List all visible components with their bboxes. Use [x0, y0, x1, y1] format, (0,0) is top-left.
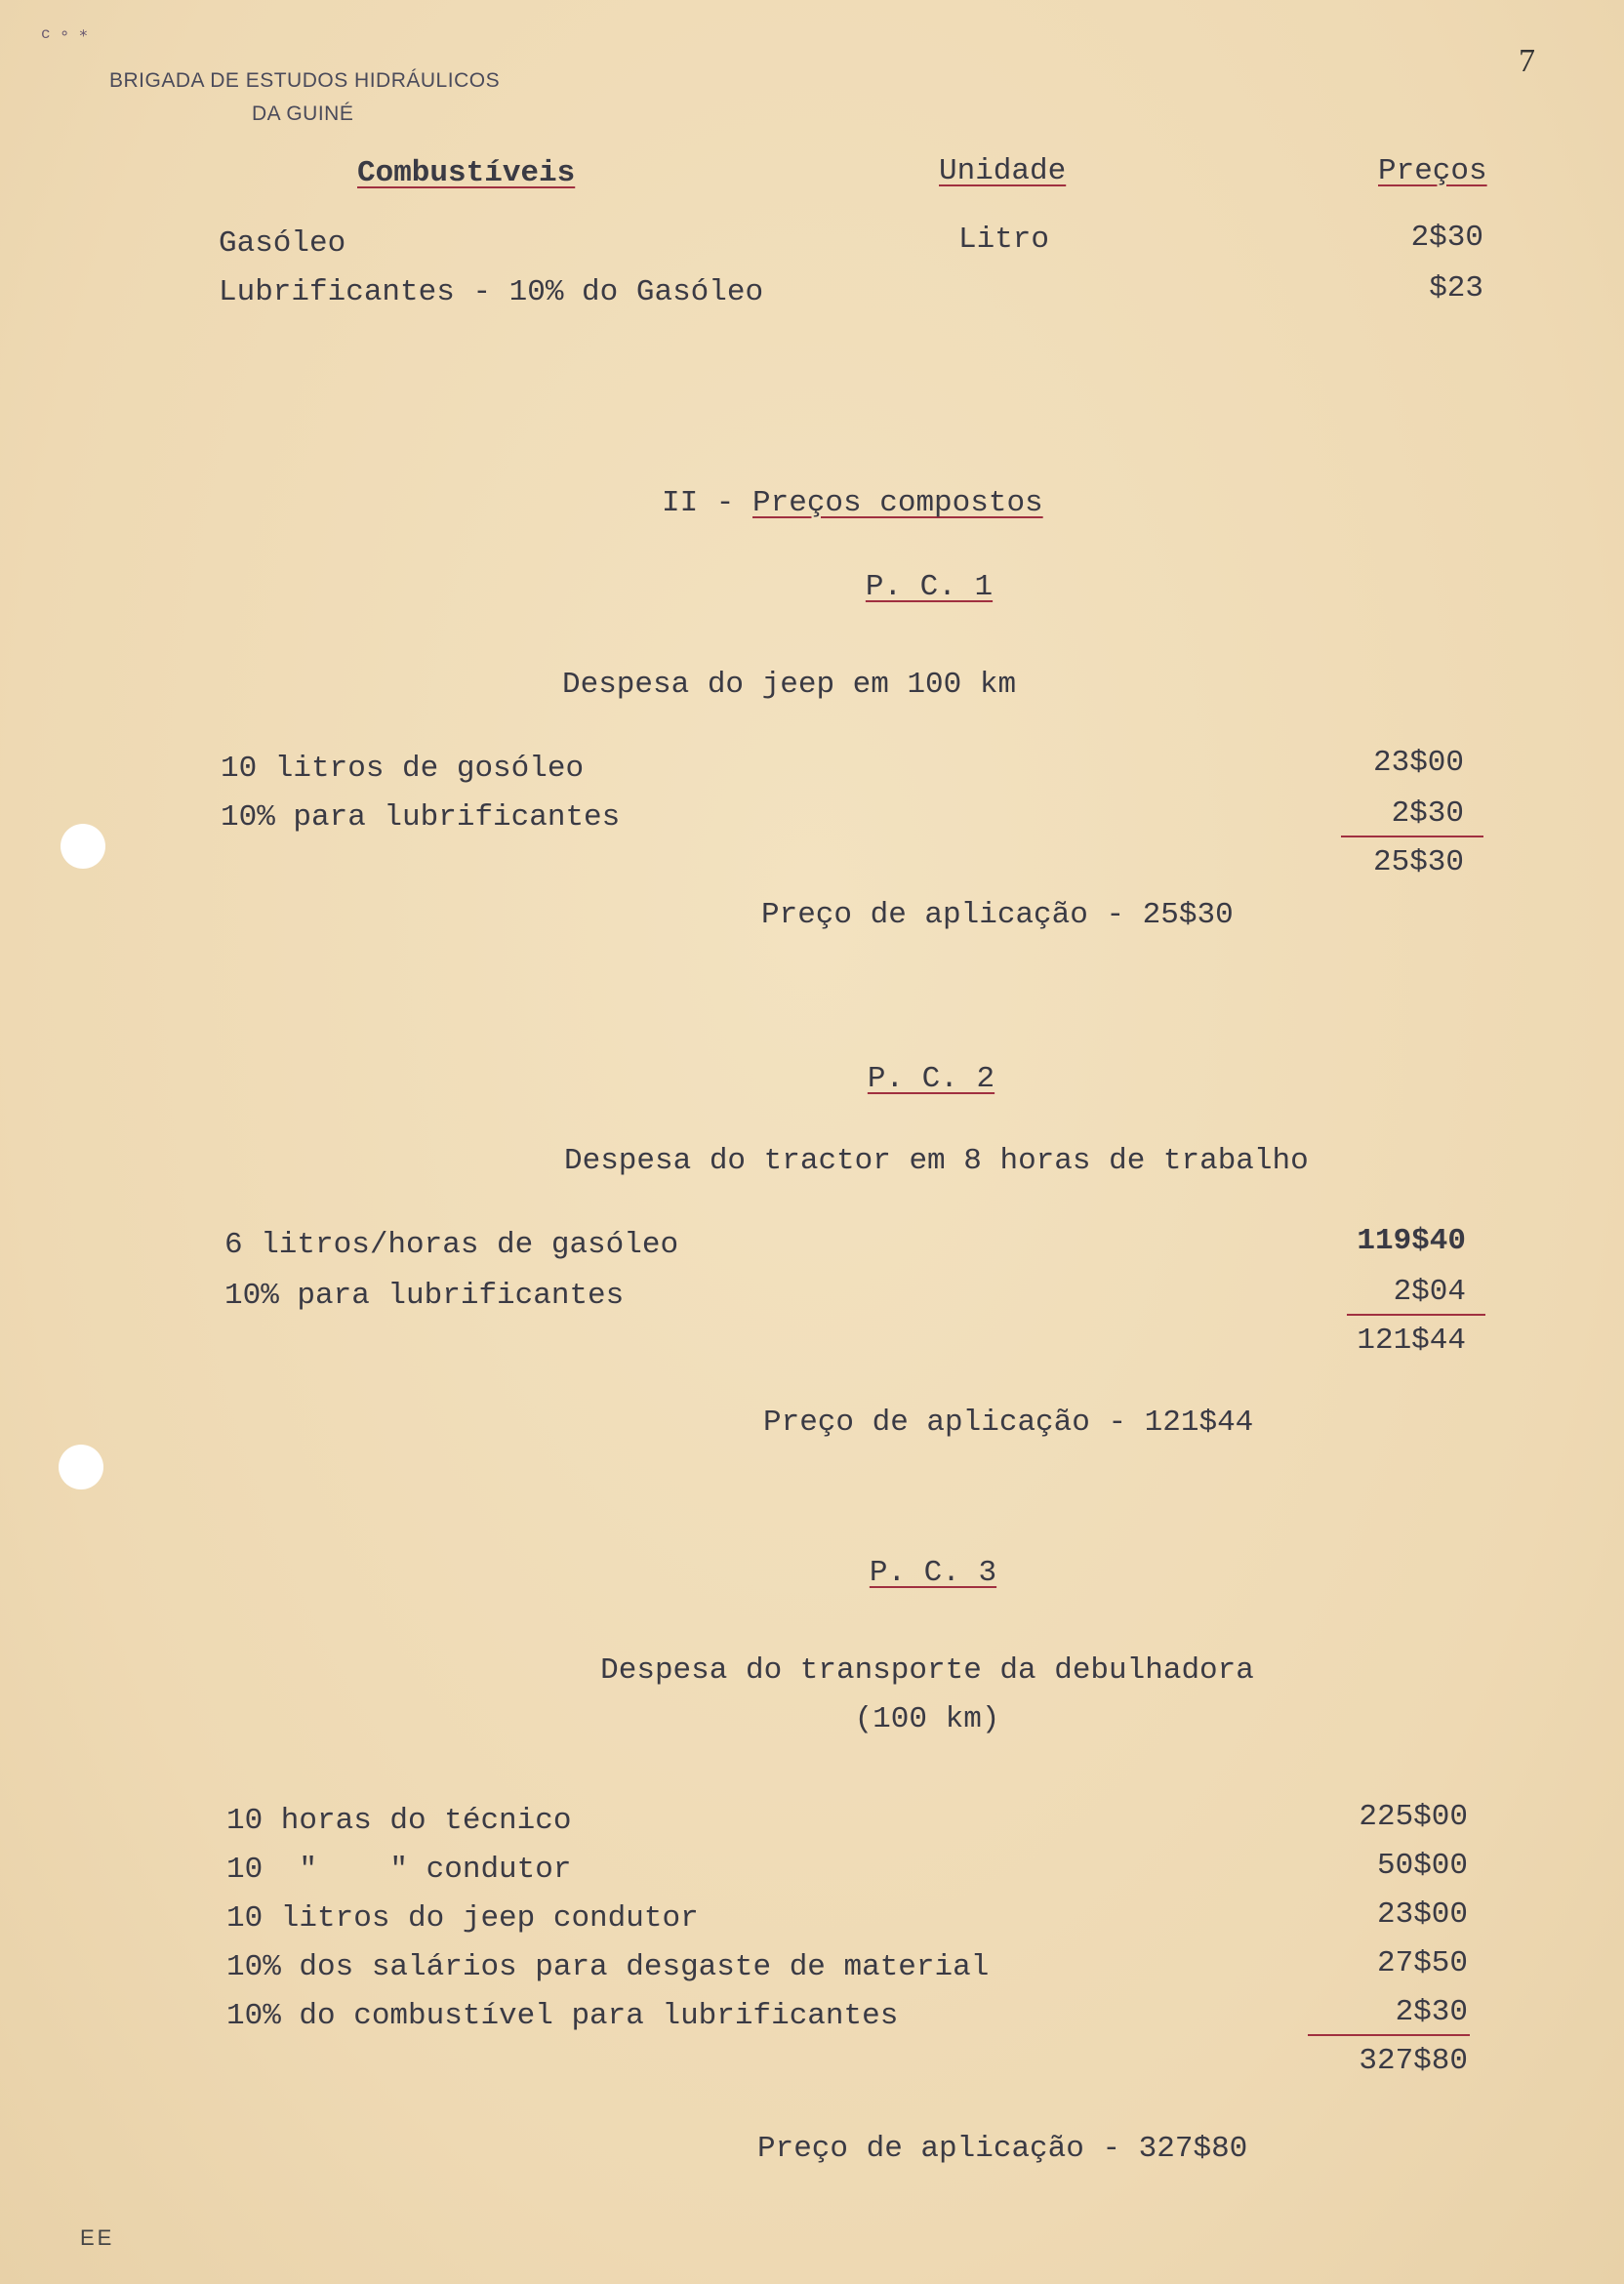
pc2-application-price: Preço de aplicação - 121$44 [763, 1406, 1254, 1440]
pc3-item-4-text: 10% dos salários para desgaste de material [226, 1950, 990, 1984]
fuel-row-1-unit: Litro [958, 223, 1050, 257]
fuel-row-1-price: 2$30 [1410, 221, 1483, 255]
pc3-description-line-2: (100 km) [854, 1702, 1000, 1736]
pc1-item-1-value: 23$00 [1372, 746, 1464, 780]
pc2-sum-rule [1347, 1314, 1485, 1316]
pc1-item-2-value: 2$30 [1391, 796, 1464, 831]
fuel-row-2-item: Lubrificantes - 10% do Gasóleo [219, 275, 764, 309]
pc1-item-1-text: 10 litros de gosóleo [221, 752, 585, 786]
section-heading [662, 486, 1043, 520]
pc3-item-1-text: 10 horas do técnico [226, 1804, 572, 1838]
fuel-header-price: Preços [1378, 154, 1487, 188]
pc3-item-2-value: 50$00 [1376, 1849, 1468, 1883]
pc3-total: 327$80 [1359, 2044, 1468, 2078]
pc3-item-1-value: 225$00 [1359, 1800, 1468, 1834]
fuel-header-item: Combustíveis [357, 156, 576, 190]
corner-mark: c ∘ ∗ [41, 25, 89, 43]
pc3-sum-rule [1308, 2034, 1470, 2036]
pc3-description-line-1: Despesa do transporte da debulhadora [600, 1653, 1254, 1688]
pc1-application-price: Preço de aplicação - 25$30 [761, 898, 1234, 932]
letterhead [109, 64, 500, 130]
pc2-item-2-text: 10% para lubrificantes [224, 1279, 625, 1313]
pc3-item-2-text: 10 " " condutor [226, 1853, 572, 1887]
pc2-description: Despesa do tractor em 8 horas de trabalho [564, 1144, 1309, 1178]
letterhead-line-1: BRIGADA DE ESTUDOS HIDRÁULICOS [109, 69, 501, 92]
pc2-item-1-value: 119$40 [1357, 1224, 1466, 1258]
pc3-item-3-value: 23$00 [1376, 1897, 1468, 1932]
page-number: 7 [1519, 43, 1535, 79]
pc2-total: 121$44 [1357, 1324, 1466, 1358]
pc1-label: P. C. 1 [865, 570, 994, 604]
pc2-label: P. C. 2 [867, 1062, 995, 1096]
pc3-item-4-value: 27$50 [1376, 1946, 1468, 1980]
pc1-sum-rule [1341, 836, 1483, 837]
pc1-item-2-text: 10% para lubrificantes [221, 800, 621, 835]
section-title: Preços compostos [752, 486, 1043, 520]
pc3-item-5-value: 2$30 [1395, 1995, 1468, 2029]
section-prefix: II - [662, 486, 753, 520]
fuel-row-1-item: Gasóleo [219, 226, 346, 261]
fuel-header-unit: Unidade [939, 154, 1067, 188]
pc3-item-5-text: 10% do combustível para lubrificantes [226, 1999, 899, 2033]
pc3-item-3-text: 10 litros do jeep condutor [226, 1901, 699, 1936]
fuel-row-2-price: $23 [1429, 271, 1483, 306]
pc2-item-2-value: 2$04 [1393, 1275, 1466, 1309]
pc3-label: P. C. 3 [869, 1556, 997, 1590]
letterhead-line-2: DA GUINÉ [252, 102, 354, 125]
pc1-total: 25$30 [1372, 845, 1464, 879]
punch-hole-top [61, 824, 105, 869]
footer-initials: EE [80, 2225, 115, 2250]
punch-hole-bottom [59, 1445, 103, 1489]
pc3-application-price: Preço de aplicação - 327$80 [757, 2132, 1248, 2166]
pc2-item-1-text: 6 litros/horas de gasóleo [224, 1228, 679, 1262]
pc1-description: Despesa do jeep em 100 km [562, 668, 1017, 702]
